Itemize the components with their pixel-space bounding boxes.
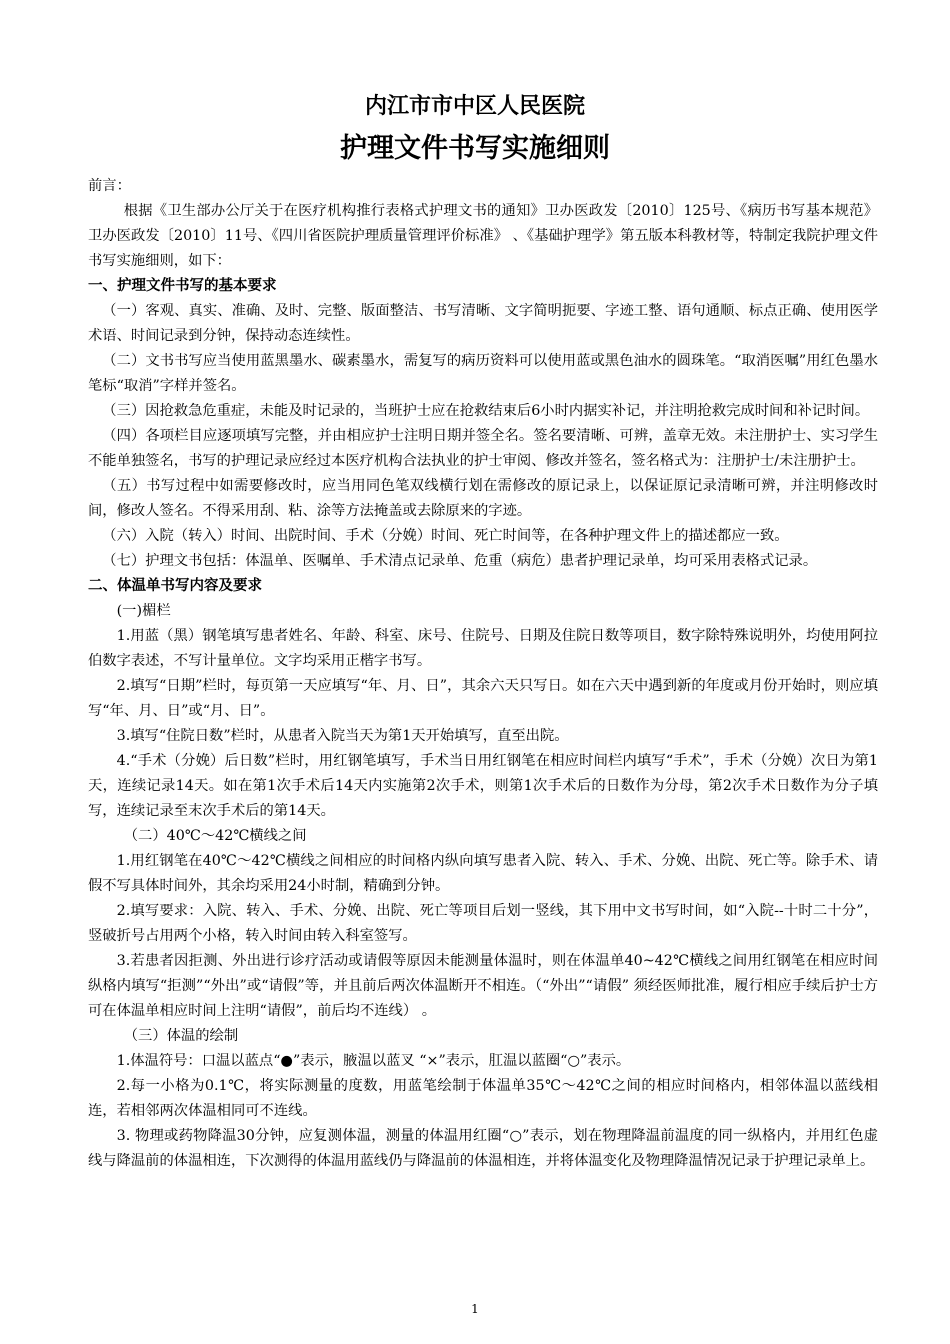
- section-1-item: （四）各项栏目应逐项填写完整，并由相应护士注明日期并签全名。签名要清晰、可辨，盖章无效。未注册护士、实习学生不能单独签名，书写的护理记录应经过本医疗机构合法执业的护士审阅、修改并签名，签名格式为：注册护士/未注册护士。: [88, 428, 878, 469]
- subsection-item: 3.填写“住院日数”栏时，从患者入院当天为第1天开始填写，直至出院。: [116, 728, 569, 744]
- section-1-item: （一）客观、真实、准确、及时、完整、版面整洁、书写清晰、文字简明扼要、字迹工整、语句通顺、标点正确、使用医学术语、时间记录到分钟，保持动态连续性。: [88, 303, 878, 344]
- section-1-item: （二）文书书写应当使用蓝黑墨水、碳素墨水，需复写的病历资料可以使用蓝或黑色油水的圆珠笔。“取消医嘱”用红色墨水笔标“取消”字样并签名。: [88, 353, 878, 394]
- subsection-item: 4.“手术（分娩）后日数”栏时，用红钢笔填写，手术当日用红钢笔在相应时间栏内填写“手术”，手术（分娩）次日为第1天，连续记录14天。如在第1次手术后14天内实施第2次手术，则第1次手术后的日数作为分母，第2次手术日数作为分子填写，连续记录至末次手术后的第14天。: [88, 753, 878, 819]
- subsection-title: （二）40℃～42℃横线之间: [123, 828, 307, 844]
- section-2-heading: 二、体温单书写内容及要求: [88, 578, 262, 594]
- section-1-item: （五）书写过程中如需要修改时，应当用同色笔双线横行划在需修改的原记录上，以保证原记录清晰可辨，并注明修改时间，修改人签名。不得采用刮、粘、涂等方法掩盖或去除原来的字迹。: [88, 478, 878, 519]
- subsection-item: 1.用红钢笔在40℃～42℃横线之间相应的时间格内纵向填写患者入院、转入、手术、分娩、出院、死亡等。除手术、请假不写具体时间外，其余均采用24小时制，精确到分钟。: [88, 853, 878, 894]
- subsection-item: 2.填写要求：入院、转入、手术、分娩、出院、死亡等项目后划一竖线，其下用中文书写时间，如“入院--十时二十分”，竖破折号占用两个小格，转入时间由转入科室签写。: [88, 903, 878, 944]
- subsection-item: 3.若患者因拒测、外出进行诊疗活动或请假等原因未能测量体温时，则在体温单40~42℃横线之间用红钢笔在相应时间纵格内填写“拒测”“外出”或“请假”等，并且前后两次体温断开不相连。（“外出”“请假” 须经医师批准，履行相应手续后护士方可在体温单相应时间上注明“请假”，前后均不连线） 。: [88, 953, 878, 1019]
- subsection-item: 1.用蓝（黑）钢笔填写患者姓名、年龄、科室、床号、住院号、日期及住院日数等项目，数字除特殊说明外，均使用阿拉伯数字表述，不写计量单位。文字均采用正楷字书写。: [88, 628, 878, 669]
- section-1-item: （三）因抢救急危重症，未能及时记录的，当班护士应在抢救结束后6小时内据实补记，并注明抢救完成时间和补记时间。: [102, 403, 870, 419]
- preface-text: 根据《卫生部办公厅关于在医疗机构推行表格式护理文书的通知》卫办医政发〔2010〕125号、《病历书写基本规范》卫办医政发〔2010〕11号、《四川省医院护理质量管理评价标准》 、《基础护理学》第五版本科教材等，特制定我院护理文件书写实施细则，如下：: [88, 203, 878, 269]
- section-1-item: （七）护理文书包括：体温单、医嘱单、手术清点记录单、危重（病危）患者护理记录单，均可采用表格式记录。: [102, 553, 818, 569]
- subsection-item: 2.填写“日期”栏时，每页第一天应填写“年、月、日”，其余六天只写日。如在六天中遇到新的年度或月份开始时，则应填写“年、月、日”或“月、日”。: [88, 678, 878, 719]
- subsection-title: （三）体温的绘制: [123, 1028, 239, 1044]
- subsection-title: (一)楣栏: [116, 603, 171, 619]
- document-title: 护理文件书写实施细则: [340, 133, 610, 164]
- subsection-item: 3. 物理或药物降温30分钟，应复测体温，测量的体温用红圈“○”表示，划在物理降温前温度的同一纵格内，并用红色虚线与降温前的体温相连，下次测得的体温用蓝线仍与降温前的体温相连，并将体温变化及物理降温情况记录于护理记录单上。: [88, 1128, 878, 1169]
- section-1-item: （六）入院（转入）时间、出院时间、手术（分娩）时间、死亡时间等，在各种护理文件上的描述都应一致。: [102, 528, 789, 544]
- hospital-name: 内江市市中区人民医院: [364, 94, 585, 119]
- page-number: 1: [471, 1302, 479, 1316]
- document-body: [88, 174, 878, 1174]
- section-1-heading: 一、护理文件书写的基本要求: [88, 278, 277, 294]
- preface-label: 前言：: [88, 178, 131, 194]
- subsection-item: 2.每一小格为0.1℃，将实际测量的度数，用蓝笔绘制于体温单35℃～42℃之间的相应时间格内，相邻体温以蓝线相连，若相邻两次体温相同可不连线。: [88, 1078, 878, 1119]
- subsection-item: 1.体温符号：口温以蓝点“●”表示，腋温以蓝叉 “×”表示，肛温以蓝圈“○”表示。: [116, 1053, 631, 1069]
